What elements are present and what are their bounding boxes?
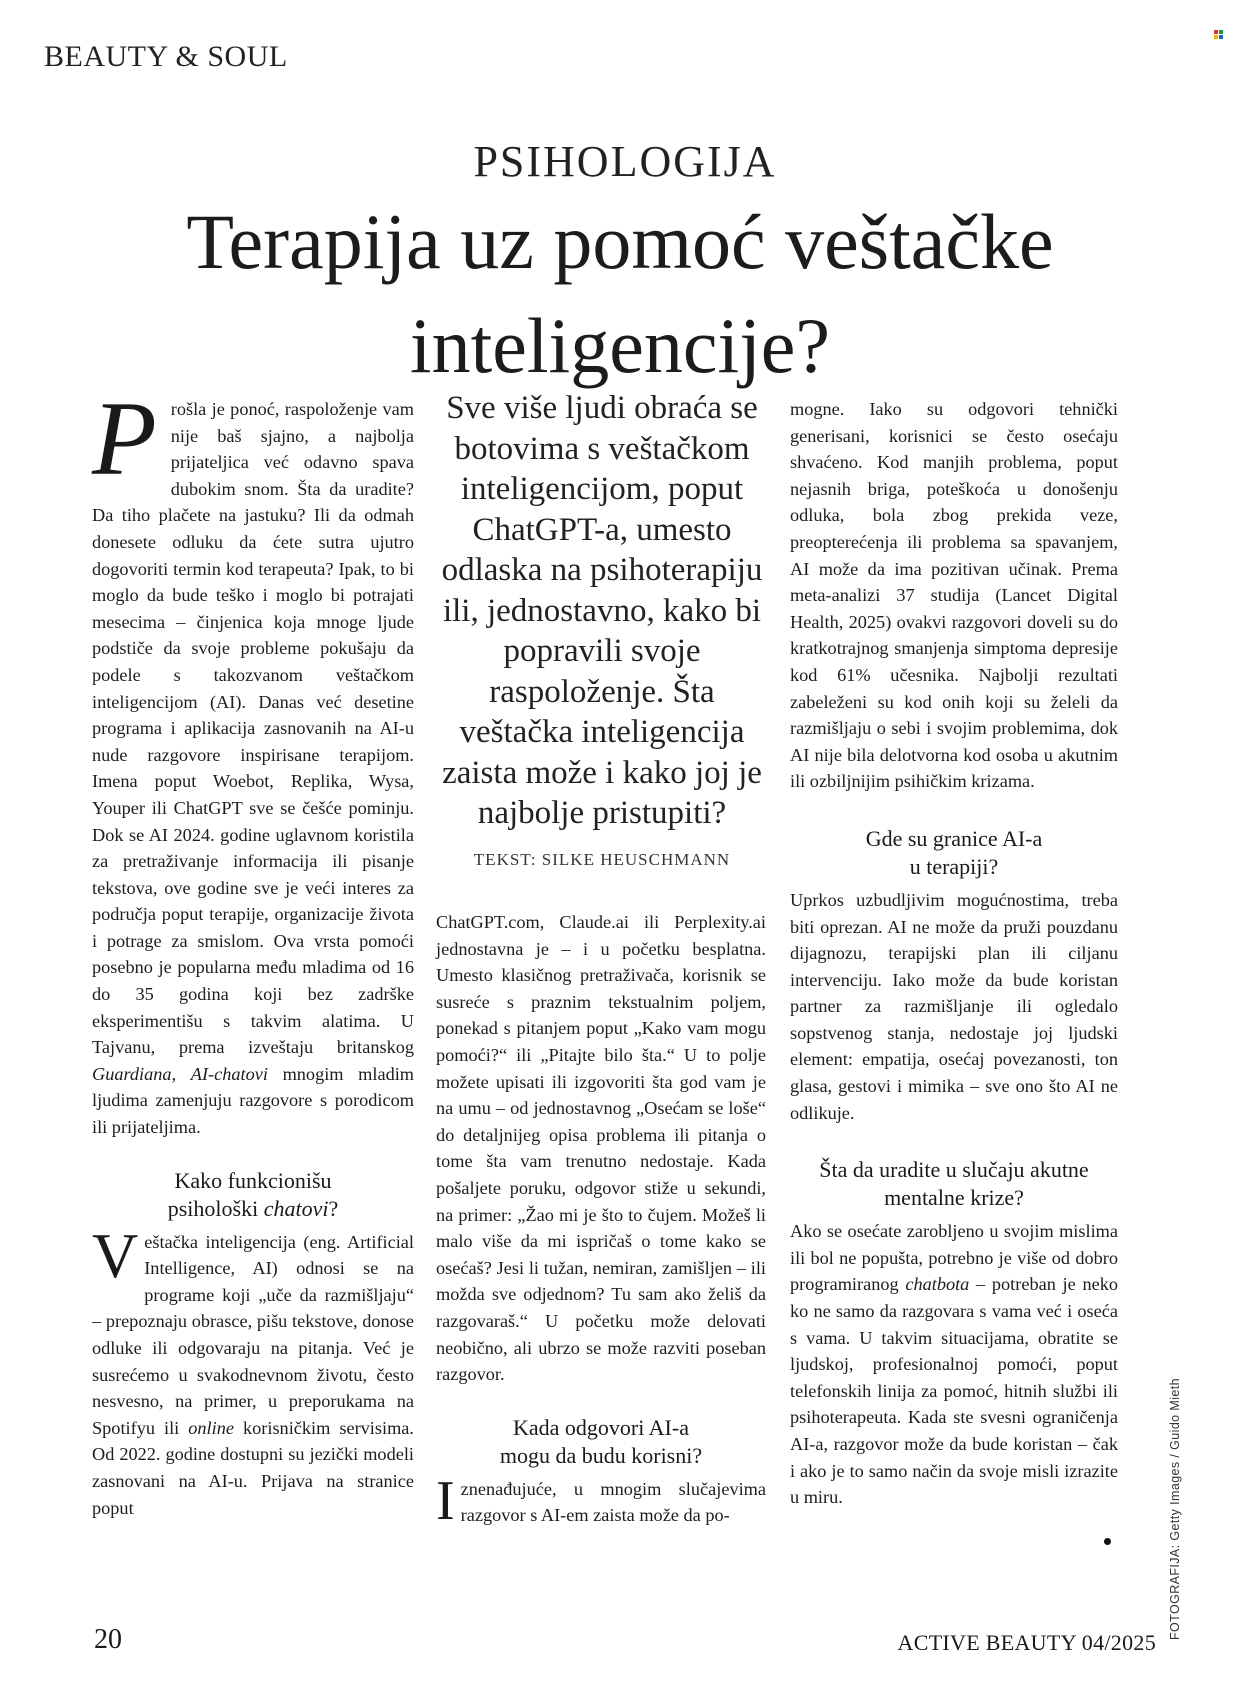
- section-label: BEAUTY & SOUL: [44, 40, 288, 73]
- drop-cap: I: [436, 1469, 455, 1532]
- kicker: PSIHOLOGIJA: [473, 137, 777, 186]
- headline: Terapija uz pomoć veštačke inteligencije?: [186, 198, 1054, 389]
- benefits-paragraph: mogne. Iako su odgovori tehnički generisani, korisnici se često osećaju shvaćeno. Kod manjih problema, poput nejasnih briga, poteškoća u donošenju odluka, bola zbog prekida veze, preopterećenja ili problema sa spavanjem, AI može da ima pozitivan učinak. Prema meta-analizi 37 studija (Lancet Digital Health, 2025) ovakvi razgovori doveli su do kratkotrajnog smanjenja simptoma depresije kod 61% učesnika. Najbolji rezultati zabeleženi su kod onih koji su želeli da razmišljaju o sebi i svojim problemima, dok AI nije bila delotvorna kod osoba u akutnim ili ozbiljnijim psihičkim krizama.: [790, 399, 1118, 792]
- column-2: [436, 909, 766, 1532]
- byline: TEKST: SILKE HEUSCHMANN: [473, 850, 731, 869]
- crisis-paragraph: Ako se osećate zarobljeno u svojim mislima ili bol ne popušta, potrebno je više od dobro programiranog chatbota – potreban je neko ko ne samo da razgovara s vama već i oseća s vama. U takvim situacijama, obratite se ljudskoj, profesionalnoj pomoći, poput telefonskih linija za pomoć, hitnih službi ili psihoterapeuta. Kada ste svesni ograničenja AI-a, razgovor može da bude koristan – čak i ako je to samo način da svoje misli izrazite u miru.: [790, 1221, 1118, 1508]
- logo-mark-icon: [1214, 30, 1224, 40]
- chat-usage-paragraph: ChatGPT.com, Claude.ai ili Perplexity.ai jednostavna je – i u početku besplatna. Umesto klasičnog pretraživača, korisnik se susreće s praznim tekstualnim poljem, ponekad s pitanjem poput „Kako vam mogu pomoći?“ ili „Pitajte bilo šta.“ U to polje možete upisati ili izgovoriti šta god vam je na umu – od jednostavnog „Osećam se loše“ do detaljnijeg opisa problema ili pitanja o tome šta vam trenutno nedostaje. Kada pošaljete poruku, odgovor stiže u sekundi, na primer: „Žao mi je što to čujem. Možeš li malo više da mi ispričaš o tome kako se osećaš? Jesi li tužan, nemiran, zamišljen – ili možda sve odjednom? Tu sam ako želiš da razgovaraš.“ U početku može delovati neobično, ali ubrzo se može razviti poseban razgovor.: [436, 912, 766, 1385]
- ai-definition-paragraph: Veštačka inteligencija (eng. Artificial Intelligence, AI) odnosi se na programe koji „uče da razmišljaju“ – prepoznaju obrasce, pišu tekstove, donose odluke ili odgovaraju na pitanja. Već je susrećemo u svakodnevnom životu, često nesvesno, na primer, u preporukama na Spotifyu ili online korisničkim servisima. Od 2022. godine dostupni su jezički modeli zasnovani na AI-u. Prijava na stranice poput: [92, 1219, 414, 1518]
- photo-credit: FOTOGRAFIJA: Getty Images / Guido Mieth: [1168, 1378, 1182, 1640]
- magazine-folio: ACTIVE BEAUTY 04/2025: [897, 1630, 1156, 1655]
- drop-cap: V: [92, 1219, 139, 1291]
- subhead-how-it-works: Kako funkcionišu psihološki chatovi?: [167, 1167, 339, 1221]
- drop-cap: P: [92, 380, 157, 497]
- intro-paragraph: Prošla je ponoć, raspoloženje vam nije baš sjajno, a najbolja prijateljica već odavno spava dubokim snom. Šta da uradite? Da tiho plačete na jastuku? Ili da odmah donesete odluku da ćete sutra ujutro dogovoriti termin kod terapeuta? Ipak, to bi moglo da bude teško i moglo bi potrajati mesecima – činjenica koja mnoge ljude podstiče da svoje probleme pokušaju da podele s takozvanom veštačkom inteligencijom (AI). Danas već desetine programa i aplikacija zasnovanih na AI-u nude razgovore inspirisane terapijom. Imena poput Woebot, Replika, Wysa, Youper ili ChatGPT sve se češće pominju. Dok se AI 2024. godine uglavnom koristila za pretraživanje informacija ili pisanje tekstova, ove godine sve je veći interes za područja poput terapije, organizacije života i potrage za smislom. Ova vrsta pomoći posebno je popularna među mladima od 16 do 35 godina koji bez zadrške eksperimentišu s takvim alatima. U Tajvanu, prema izveštaju britanskog Guardiana, AI-chatovi mnogim mladim ljudima zamenjuju razgovore s porodicom ili prijateljima.: [92, 380, 415, 1138]
- subhead-crisis: Šta da uradite u slučaju akutne mentalne krize?: [819, 1157, 1089, 1211]
- pull-quote: Sve više ljudi obraća se botovima s veštačkom inteligencijom, poput ChatGPT-a, umesto odlaska na psihoterapiju ili, jednostavno, kako bi popravili svoje raspoloženje. Šta veštačka inteligencija zaista može i kako joj je najbolje pristupiti?: [441, 390, 763, 831]
- page-number: 20: [94, 1624, 122, 1655]
- subhead-limits: Gde su granice AI-a u terapiji?: [865, 825, 1043, 879]
- useful-paragraph: Iznenađujuće, u mnogim slučajevima razgovor s AI-em zaista može da po-: [436, 1469, 766, 1532]
- subhead-when-useful: Kada odgovori AI-a mogu da budu korisni?: [499, 1414, 703, 1468]
- limits-paragraph: Uprkos uzbudljivim mogućnostima, treba biti oprezan. AI ne može da pruži pouzdanu dijagnozu, terapijski plan ili ciljanu intervenciju. Iako može da bude koristan partner za razmišljanje ili ogledalo sopstvenog stanja, nedostaje joj ljudski element: empatija, osećaj povezanosti, ton glasa, gestovi i mimika – sve ono što AI ne odlikuje.: [790, 889, 1118, 1123]
- column-3: [790, 396, 1118, 1511]
- end-mark-icon: [1104, 1538, 1111, 1545]
- column-1: [92, 380, 415, 1521]
